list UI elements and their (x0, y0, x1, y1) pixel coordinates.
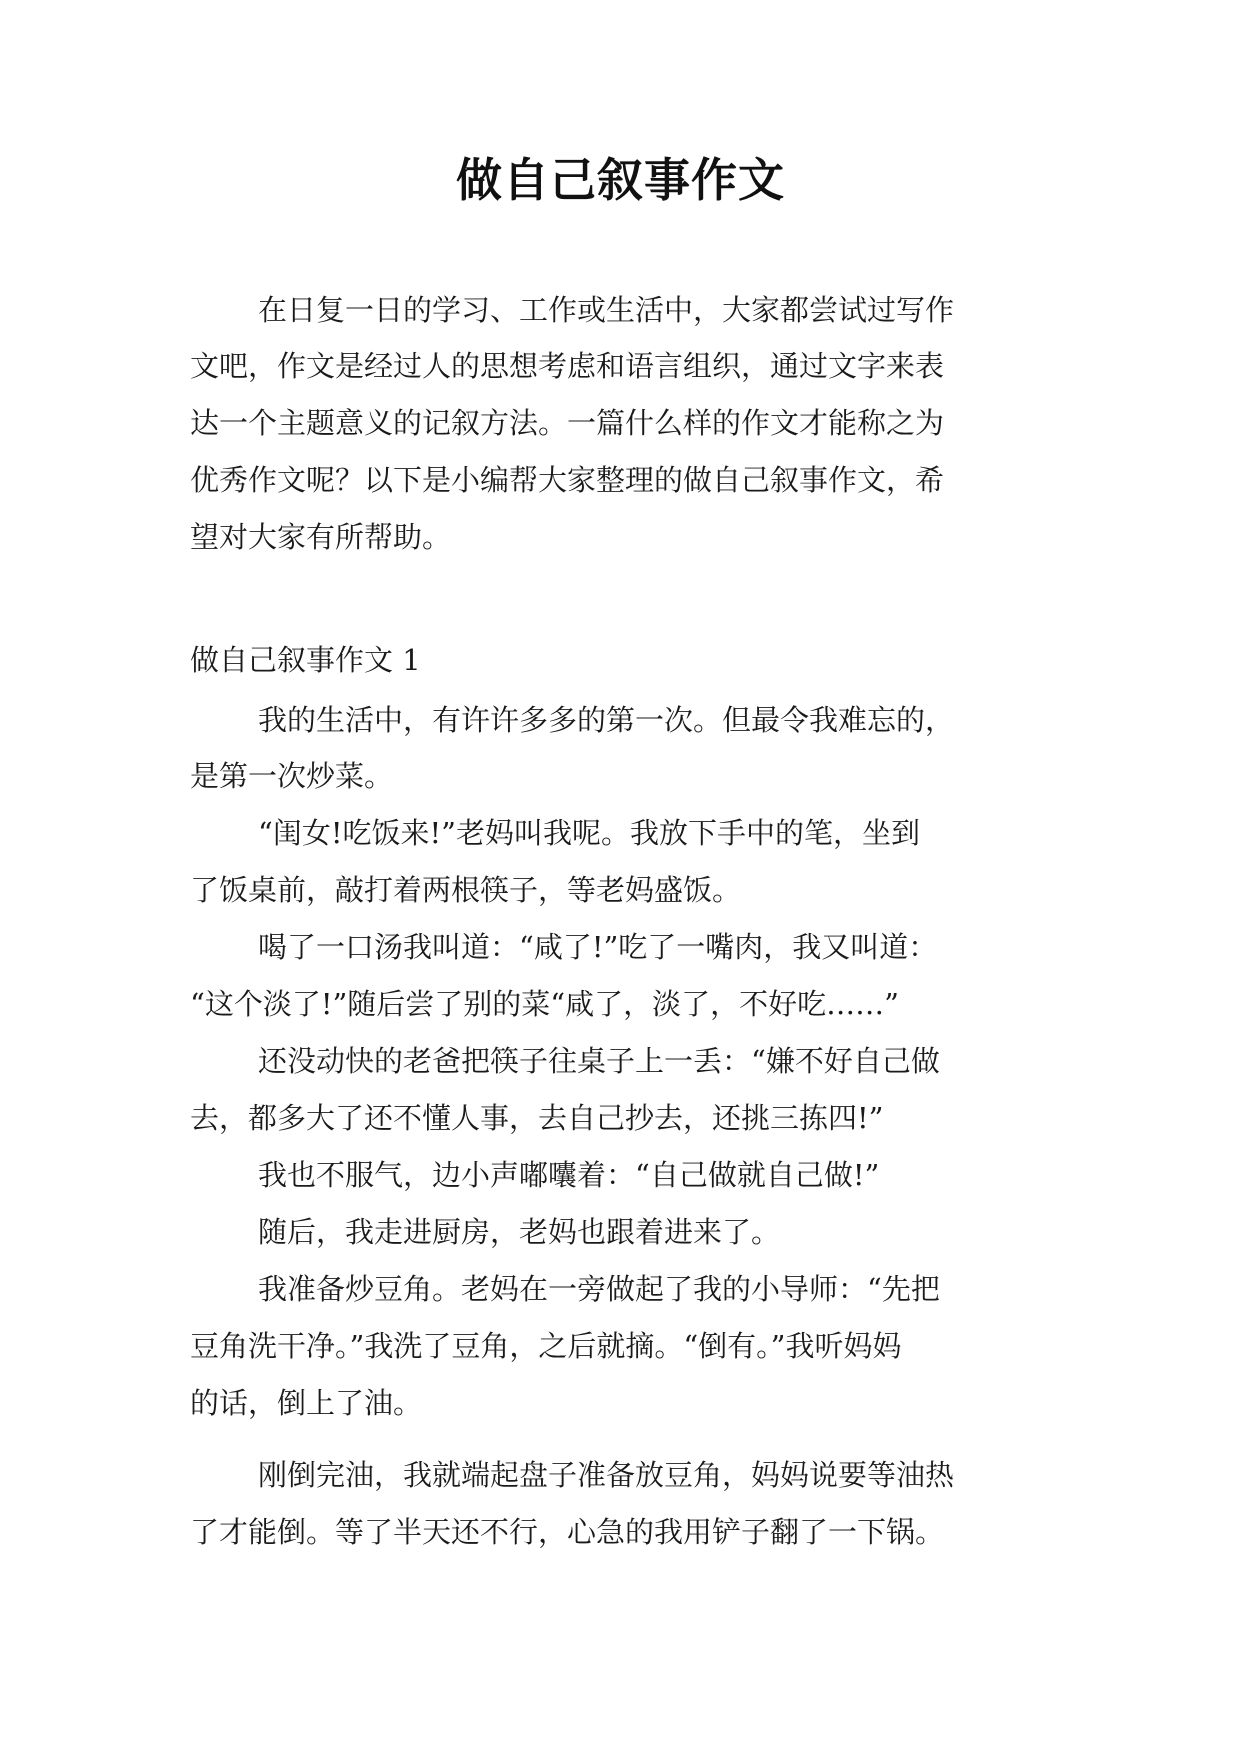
body-line: 去，都多大了还不懂人事，去自己抄去，还挑三拣四!” (190, 1101, 884, 1135)
body-line: 了饭桌前，敲打着两根筷子，等老妈盛饭。 (190, 873, 742, 907)
document-title: 做自己叙事作文 (456, 153, 785, 207)
body-line: 我准备炒豆角。老妈在一旁做起了我的小导师：“先把 (258, 1272, 940, 1306)
body-line: 随后，我走进厨房，老妈也跟着进来了。 (258, 1215, 781, 1249)
body-line: 我的生活中，有许许多多的第一次。但最令我难忘的， (258, 703, 955, 737)
body-line: 是第一次炒菜。 (190, 759, 394, 793)
intro-line: 优秀作文呢？以下是小编帮大家整理的做自己叙事作文，希 (190, 463, 945, 497)
body-line: “闺女!吃饭来!”老妈叫我呢。我放下手中的笔，坐到 (258, 816, 920, 850)
body-line: 还没动快的老爸把筷子往桌子上一丢：“嫌不好自己做 (258, 1044, 940, 1078)
body-line: 豆角洗干净。”我洗了豆角，之后就摘。“倒有。”我听妈妈 (190, 1329, 902, 1363)
section-heading: 做自己叙事作文 1 (190, 643, 421, 677)
intro-line: 达一个主题意义的记叙方法。一篇什么样的作文才能称之为 (190, 406, 945, 440)
body-line: 了才能倒。等了半天还不行，心急的我用铲子翻了一下锅。 (190, 1515, 945, 1549)
intro-line: 望对大家有所帮助。 (190, 520, 452, 554)
body-line: 刚倒完油，我就端起盘子准备放豆角，妈妈说要等油热 (258, 1458, 955, 1492)
body-line: 喝了一口汤我叫道：“咸了!”吃了一嘴肉，我又叫道： (258, 930, 938, 964)
body-line: “这个淡了!”随后尝了别的菜“咸了，淡了，不好吃……” (190, 987, 899, 1021)
intro-line: 在日复一日的学习、工作或生活中，大家都尝试过写作 (258, 293, 955, 327)
body-line: 的话，倒上了油。 (190, 1386, 423, 1420)
body-line: 我也不服气，边小声嘟囔着：“自己做就自己做!” (258, 1158, 880, 1192)
intro-line: 文吧，作文是经过人的思想考虑和语言组织，通过文字来表 (190, 349, 945, 383)
